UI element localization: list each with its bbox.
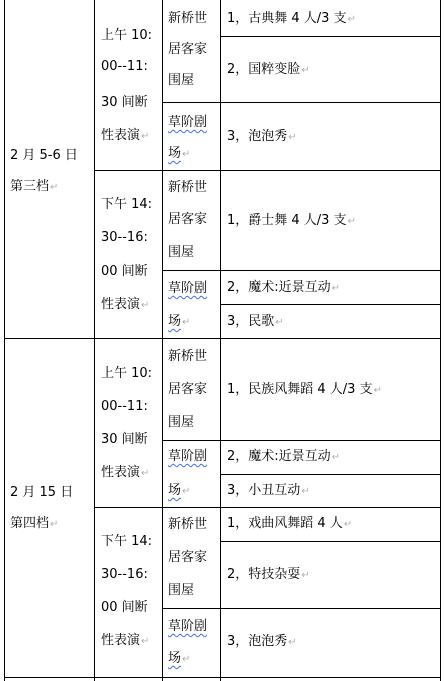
time-cell: [101, 222, 148, 253]
venue-line: 场: [168, 483, 182, 498]
date-cell: [10, 477, 73, 508]
program-item: 1，戏曲风舞蹈 4 人↵: [227, 516, 353, 531]
venue-line: 居客家: [168, 550, 208, 565]
program-text: 3，小丑互动: [227, 483, 301, 498]
venue-line: 围屋: [168, 245, 195, 260]
column-divider-date: [94, 0, 95, 681]
time-line: 性表演: [101, 633, 141, 648]
program-item: 3，泡泡秀↵: [227, 129, 297, 144]
time-line: 上午 10:: [101, 366, 153, 381]
venue-cell: [168, 237, 194, 268]
venue-line: 草阶剧: [168, 449, 208, 464]
time-cell: [101, 189, 152, 220]
venue-line: 草阶剧: [168, 115, 208, 130]
row-divider: [220, 36, 441, 37]
venue-line: 新桥世: [168, 349, 208, 364]
group-divider: [4, 338, 441, 339]
venue-line: 场: [168, 146, 182, 161]
venue-cell: [168, 509, 207, 540]
time-line: 性表演: [101, 297, 141, 312]
venue-line: 新桥世: [168, 517, 208, 532]
venue-cell: [168, 204, 207, 235]
time-cell: [101, 424, 148, 455]
program-item: 3，民歌↵: [227, 314, 284, 329]
date-cell: [10, 140, 78, 171]
program-text: 3，泡泡秀: [227, 634, 288, 649]
venue-line: 场: [168, 651, 182, 666]
program-item: 2，特技杂耍↵: [227, 567, 310, 582]
program-text: 1，戏曲风舞蹈 4 人: [227, 516, 343, 531]
venue-cell: 场↵: [168, 651, 191, 666]
venue-line: 场: [168, 314, 182, 329]
time-line: 00--11:: [101, 59, 148, 74]
time-line: 上午 10:: [101, 28, 153, 43]
venue-line: 围屋: [168, 73, 195, 88]
session-divider: [94, 170, 441, 171]
venue-cell: [168, 172, 207, 203]
venue-divider: [162, 608, 220, 609]
venue-divider: [162, 270, 220, 271]
table-border-left: [4, 0, 5, 681]
program-item: 1，爵士舞 4 人/3 支↵: [227, 213, 356, 228]
program-item: 2，魔术:近景互动↵: [227, 280, 341, 295]
time-line: 00--11:: [101, 399, 148, 414]
slot-text: 第四档: [10, 516, 50, 531]
venue-line: 居客家: [168, 42, 208, 57]
venue-cell: [168, 107, 207, 138]
time-line: 30--16:: [101, 567, 148, 582]
time-cell: [101, 256, 148, 287]
time-cell: [101, 559, 148, 590]
program-item: 2，国粹变脸↵: [227, 62, 310, 77]
table-border-bottom: [4, 677, 441, 678]
row-divider: [220, 270, 441, 271]
venue-line: 新桥世: [168, 180, 208, 195]
time-line: 性表演: [101, 465, 141, 480]
venue-line: 新桥世: [168, 11, 208, 26]
venue-line: 草阶剧: [168, 281, 208, 296]
program-text: 2，国粹变脸: [227, 62, 301, 77]
venue-line: 围屋: [168, 583, 195, 598]
venue-cell: 场↵: [168, 146, 191, 161]
time-cell: 性表演↵: [101, 633, 150, 648]
venue-cell: [168, 34, 207, 65]
time-cell: 性表演↵: [101, 465, 150, 480]
time-line: 性表演: [101, 128, 141, 143]
time-cell: [101, 391, 148, 422]
time-line: 00 间断: [101, 264, 148, 279]
time-cell: [101, 592, 148, 623]
venue-cell: [168, 3, 207, 34]
venue-cell: 场↵: [168, 483, 191, 498]
time-cell: 性表演↵: [101, 128, 150, 143]
venue-cell: [168, 542, 207, 573]
venue-cell: [168, 273, 207, 304]
program-item: 1，民族风舞蹈 4 人/3 支↵: [227, 382, 382, 397]
program-text: 2，特技杂耍: [227, 567, 301, 582]
venue-cell: [168, 341, 207, 372]
venue-cell: [168, 65, 194, 96]
program-item: 3，泡泡秀↵: [227, 634, 297, 649]
date-text: 2 月 15 日: [10, 485, 74, 500]
slot-cell: 第三档↵: [10, 179, 59, 194]
slot-text: 第三档: [10, 179, 50, 194]
venue-cell: 场↵: [168, 314, 191, 329]
program-text: 3，泡泡秀: [227, 129, 288, 144]
row-divider: [220, 541, 441, 542]
time-cell: [101, 358, 152, 389]
program-item: 2，魔术:近景互动↵: [227, 449, 341, 464]
program-text: 2，魔术:近景互动: [227, 280, 331, 295]
time-cell: [101, 51, 148, 82]
time-line: 下午 14:: [101, 534, 153, 549]
time-line: 30 间断: [101, 432, 148, 447]
program-text: 2，魔术:近景互动: [227, 449, 331, 464]
venue-cell: [168, 407, 194, 438]
row-divider: [220, 608, 441, 609]
program-text: 3，民歌: [227, 314, 275, 329]
time-cell: [101, 20, 152, 51]
program-text: 1，古典舞 4 人/3 支: [227, 11, 347, 26]
time-cell: 性表演↵: [101, 297, 150, 312]
time-line: 30 间断: [101, 95, 148, 110]
slot-cell: 第四档↵: [10, 516, 59, 531]
venue-cell: [168, 575, 194, 606]
program-text: 1，爵士舞 4 人/3 支: [227, 213, 347, 228]
venue-line: 围屋: [168, 415, 195, 430]
time-cell: [101, 87, 148, 118]
time-line: 30--16:: [101, 230, 148, 245]
time-cell: [101, 526, 152, 557]
venue-cell: [168, 441, 207, 472]
program-item: 3，小丑互动↵: [227, 483, 310, 498]
venue-cell: [168, 611, 207, 642]
venue-line: 草阶剧: [168, 619, 208, 634]
row-divider: [220, 304, 441, 305]
venue-line: 居客家: [168, 212, 208, 227]
date-text: 2 月 5-6 日: [10, 148, 78, 163]
time-line: 下午 14:: [101, 197, 153, 212]
venue-cell: [168, 374, 207, 405]
program-text: 1，民族风舞蹈 4 人/3 支: [227, 382, 373, 397]
venue-line: 居客家: [168, 382, 208, 397]
time-line: 00 间断: [101, 600, 148, 615]
venue-divider: [162, 102, 441, 103]
program-item: 1，古典舞 4 人/3 支↵: [227, 11, 356, 26]
